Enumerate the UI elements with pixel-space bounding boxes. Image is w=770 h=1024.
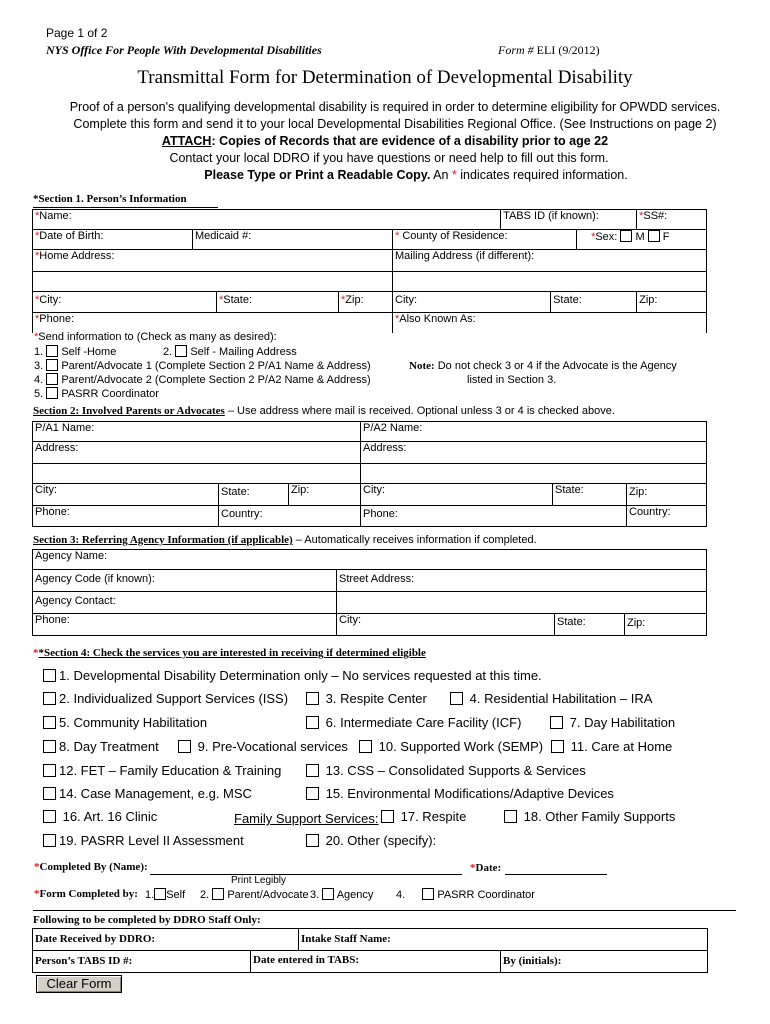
section2-table [32, 421, 707, 527]
completed-by-agency-checkbox[interactable] [322, 888, 334, 900]
pa1-city-field[interactable]: City: [33, 484, 219, 506]
pa2-name-field[interactable]: P/A2 Name: [361, 422, 707, 442]
send-option-3-checkbox[interactable] [46, 359, 58, 371]
service-6[interactable]: 6. Intermediate Care Facility (ICF) [306, 715, 521, 730]
send-option-3[interactable]: 3. Parent/Advocate 1 (Complete Section 2 P/A1 Name & Address) [34, 360, 371, 372]
send-option-1[interactable]: 1. Self -Home [34, 346, 117, 358]
service-13[interactable]: 13. CSS – Consolidated Supports & Services [306, 763, 586, 778]
section3-heading: Section 3: Referring Agency Information (if applicable) – Automatically receives information if completed. [33, 534, 537, 546]
send-option-5-checkbox[interactable] [46, 387, 58, 399]
service-17[interactable]: 17. Respite [381, 809, 466, 824]
send-info-label: *Send information to (Check as many as desired): [34, 331, 277, 343]
ddro-table [32, 928, 708, 973]
service-2-checkbox[interactable] [43, 692, 56, 705]
service-9-checkbox[interactable] [178, 740, 191, 753]
pa1-state-field[interactable]: State: [219, 484, 289, 506]
service-3-checkbox[interactable] [306, 692, 319, 705]
section3-table [32, 549, 707, 636]
pa1-country-field[interactable]: Country: [219, 506, 361, 527]
ddro-heading: Following to be completed by DDRO Staff Only: [33, 914, 261, 926]
intro-line-1: Proof of a person's qualifying developmental disability is required in order to determine eligibility for OPWDD services. [69, 100, 721, 114]
completed-by-line[interactable] [150, 874, 462, 875]
service-8[interactable]: 8. Day Treatment [43, 739, 159, 754]
service-4-checkbox[interactable] [450, 692, 463, 705]
page-number: Page 1 of 2 [46, 26, 108, 40]
note-label: Note: [409, 360, 435, 372]
pa2-state-field[interactable]: State: [553, 484, 627, 506]
agency-code-field[interactable]: Agency Code (if known): [33, 570, 337, 592]
ssn-field[interactable]: *SS#: [637, 210, 707, 230]
service-5[interactable]: 5. Community Habilitation [43, 715, 207, 730]
pa2-zip-field[interactable]: Zip: [627, 484, 707, 506]
sex-f-checkbox[interactable] [648, 230, 660, 242]
send-option-5[interactable]: 5. PASRR Coordinator [34, 388, 159, 400]
agency-contact-field[interactable]: Agency Contact: [33, 592, 337, 614]
pa2-address-field[interactable]: Address: [361, 442, 707, 464]
home-address-line2[interactable] [33, 272, 393, 292]
tabs-id-field[interactable]: TABS ID (if known): [501, 210, 637, 230]
send-option-4-checkbox[interactable] [46, 373, 58, 385]
agency-name-field[interactable]: Agency Name: [33, 550, 707, 570]
mailing-address-field[interactable]: Mailing Address (if different): [393, 250, 707, 272]
attach-label: ATTACH [161, 134, 212, 148]
name-field[interactable]: *Name: [33, 210, 501, 230]
pa2-city-field[interactable]: City: [361, 484, 553, 506]
service-18[interactable]: 18. Other Family Supports [504, 809, 675, 824]
home-address-field[interactable]: *Home Address: [33, 250, 393, 272]
service-6-checkbox[interactable] [306, 716, 319, 729]
service-19-checkbox[interactable] [43, 834, 56, 847]
completed-by-pasrr-checkbox[interactable] [422, 888, 434, 900]
dob-field[interactable]: *Date of Birth: [33, 230, 193, 250]
send-option-1-checkbox[interactable] [46, 345, 58, 357]
agency-phone-field[interactable]: Phone: [33, 614, 337, 636]
form-prefix: Form # [498, 43, 534, 57]
send-option-2[interactable]: 2. Self - Mailing Address [163, 346, 297, 358]
pa1-name-field[interactable]: P/A1 Name: [33, 422, 361, 442]
agency-zip-field[interactable]: Zip: [625, 614, 707, 636]
completed-by-pasrr[interactable]: 4. PASRR Coordinator [396, 889, 535, 901]
type-or-print-note: Please Type or Print a Readable Copy. [204, 168, 431, 182]
advocate-note [409, 360, 677, 372]
service-20[interactable]: 20. Other (specify): [306, 833, 436, 848]
required-info-text: indicates required information. [460, 168, 628, 182]
intro-line-4: Contact your local DDRO if you have questions or need help to fill out this form. [169, 151, 609, 165]
service-15[interactable]: 15. Environmental Modifications/Adaptive Devices [306, 786, 614, 801]
service-14[interactable]: 14. Case Management, e.g. MSC [43, 786, 252, 801]
service-10[interactable]: 10. Supported Work (SEMP) [359, 739, 543, 754]
date-entered-field[interactable]: Date entered in TABS: [251, 951, 501, 973]
intro-line-2: Complete this form and send it to your local Developmental Disabilities Regional Office. (See Instructions on page 2) [73, 117, 717, 131]
required-asterisk: * [451, 168, 457, 182]
service-19[interactable]: 19. PASRR Level II Assessment [43, 833, 244, 848]
attach-text: : Copies of Records that are evidence of a disability prior to age 22 [211, 134, 609, 148]
service-20-checkbox[interactable] [306, 834, 319, 847]
service-16-checkbox[interactable] [43, 810, 56, 823]
pa2-address-line2[interactable] [361, 464, 707, 484]
clear-form-button[interactable]: Clear Form [36, 975, 122, 993]
street-address-line2[interactable] [337, 592, 707, 614]
agency-state-field[interactable]: State: [555, 614, 625, 636]
service-1-checkbox[interactable] [43, 669, 56, 682]
completed-by-label: *Completed By (Name): [34, 861, 148, 873]
section1-table [32, 209, 707, 333]
attach-line [0, 134, 770, 148]
completed-by-parent-checkbox[interactable] [212, 888, 224, 900]
an-word: An [433, 168, 449, 182]
mailing-city-field[interactable]: City: [393, 292, 551, 313]
service-10-checkbox[interactable] [359, 740, 372, 753]
service-13-checkbox[interactable] [306, 764, 319, 777]
service-1[interactable]: 1. Developmental Disability Determination only – No services requested at this time. [43, 668, 542, 683]
state-field[interactable]: *State: [217, 292, 339, 313]
pa1-zip-field[interactable]: Zip: [289, 484, 361, 506]
send-option-4[interactable]: 4. Parent/Advocate 2 (Complete Section 2 P/A2 Name & Address) [34, 374, 371, 386]
completed-by-parent[interactable]: 2. Parent/Advocate [200, 889, 309, 901]
service-16[interactable]: 16. Art. 16 Clinic [43, 809, 157, 824]
date-received-field[interactable]: Date Received by DDRO: [33, 929, 299, 951]
sex-field: *Sex: M F [577, 230, 707, 250]
sex-m-checkbox[interactable] [620, 230, 632, 242]
service-7[interactable]: 7. Day Habilitation [550, 715, 675, 730]
pa1-address-line2[interactable] [33, 464, 361, 484]
county-field[interactable]: * County of Residence: [393, 230, 577, 250]
section4-heading: **Section 4: Check the services you are interested in receiving if determined eligible [33, 647, 426, 659]
service-5-checkbox[interactable] [43, 716, 56, 729]
form-completed-by-row: *Form Completed by: [34, 888, 138, 900]
agency-city-field[interactable]: City: [337, 614, 555, 636]
family-support-label: Family Support Services: [234, 811, 379, 826]
note-line-2: listed in Section 3. [467, 374, 557, 386]
service-12-checkbox[interactable] [43, 764, 56, 777]
city-field[interactable]: *City: [33, 292, 217, 313]
completed-by-agency[interactable]: 3. Agency [310, 889, 374, 901]
form-number [498, 43, 600, 58]
note-line-1: Do not check 3 or 4 if the Advocate is the Agency [437, 360, 677, 372]
service-2[interactable]: 2. Individualized Support Services (ISS) [43, 691, 288, 706]
service-9[interactable]: 9. Pre-Vocational services [178, 739, 348, 754]
intake-staff-field[interactable]: Intake Staff Name: [299, 929, 708, 951]
date-label: *Date: [470, 862, 502, 874]
street-address-field[interactable]: Street Address: [337, 570, 707, 592]
medicaid-field[interactable]: Medicaid #: [193, 230, 393, 250]
service-14-checkbox[interactable] [43, 787, 56, 800]
section1-heading: *Section 1. Person’s Information [33, 193, 187, 205]
service-8-checkbox[interactable] [43, 740, 56, 753]
mailing-address-line2[interactable] [393, 272, 707, 292]
section2-heading: Section 2: Involved Parents or Advocates – Use address where mail is received. Optional unless 3 or 4 is checked above. [33, 405, 615, 417]
service-11-checkbox[interactable] [551, 740, 564, 753]
service-4[interactable]: 4. Residential Habilitation – IRA [450, 691, 652, 706]
completed-by-self[interactable]: 1. Self [145, 889, 186, 901]
form-id: ELI (9/2012) [536, 43, 600, 57]
completed-by-self-checkbox[interactable] [154, 888, 166, 900]
pa2-phone-field[interactable]: Phone: [361, 506, 627, 527]
by-initials-field[interactable]: By (initials): [501, 951, 708, 973]
service-11[interactable]: 11. Care at Home [551, 739, 672, 754]
aka-field[interactable]: *Also Known As: [393, 313, 707, 333]
service-7-checkbox[interactable] [550, 716, 563, 729]
ddro-divider [33, 910, 736, 911]
pa1-phone-field[interactable]: Phone: [33, 506, 219, 527]
service-3[interactable]: 3. Respite Center [306, 691, 427, 706]
service-17-checkbox[interactable] [381, 810, 394, 823]
service-18-checkbox[interactable] [504, 810, 517, 823]
date-line[interactable] [505, 874, 607, 875]
zip-field[interactable]: *Zip: [339, 292, 393, 313]
print-legibly-hint: Print Legibly [231, 875, 287, 886]
pa1-address-field[interactable]: Address: [33, 442, 361, 464]
page-title: Transmittal Form for Determination of Developmental Disability [137, 67, 633, 88]
service-12[interactable]: 12. FET – Family Education & Training [43, 763, 281, 778]
phone-field[interactable]: *Phone: [33, 313, 393, 333]
service-15-checkbox[interactable] [306, 787, 319, 800]
agency-name: NYS Office For People With Developmental Disabilities [46, 43, 322, 57]
send-option-2-checkbox[interactable] [175, 345, 187, 357]
section1-underline [33, 207, 218, 208]
intro-line-5 [0, 168, 770, 182]
pa2-country-field[interactable]: Country: [627, 506, 707, 527]
mailing-state-field[interactable]: State: [551, 292, 637, 313]
tabs-id-ddro-field[interactable]: Person’s TABS ID #: [33, 951, 251, 973]
mailing-zip-field[interactable]: Zip: [637, 292, 707, 313]
